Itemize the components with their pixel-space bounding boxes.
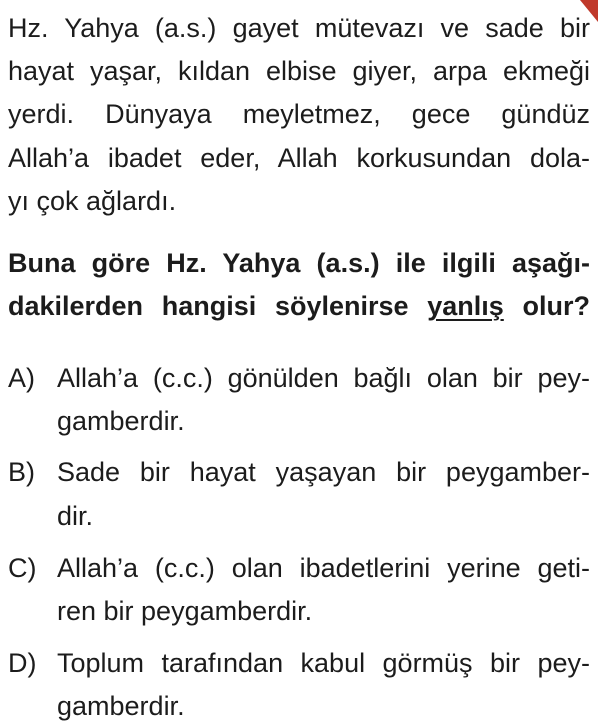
option-letter: A) [8, 363, 35, 393]
option-text: dir. [57, 501, 94, 531]
option-text: Sade bir hayat yaşayan bir peygamber- [57, 457, 590, 487]
option-letter: B) [8, 457, 35, 487]
passage-line: yı çok ağlardı. [8, 186, 177, 216]
question-text: olur? [503, 291, 590, 321]
passage-line: Hz. Yahya (a.s.) gayet mütevazı ve sade bir [8, 13, 590, 43]
option-text: ren bir peygamberdir. [57, 596, 313, 626]
option-letter: C) [8, 553, 37, 583]
question-text: dakilerden hangisi söylenirse [8, 291, 428, 321]
passage-line: hayat yaşar, kıldan elbise giyer, arpa ekmeği [8, 56, 590, 86]
option-text: gamberdir. [57, 406, 185, 436]
option-letter: D) [8, 648, 37, 678]
question-line: Buna göre Hz. Yahya (a.s.) ile ilgili aşağı- [8, 248, 590, 278]
option-text: Allah’a (c.c.) gönülden bağlı olan bir pey- [57, 363, 590, 393]
passage-line: Allah’a ibadet eder, Allah korkusundan dola- [8, 143, 590, 173]
underlined-keyword: yanlış [427, 291, 504, 321]
option-text: Allah’a (c.c.) olan ibadetlerini yerine geti- [57, 553, 590, 583]
option-text: Toplum tarafından kabul görmüş bir pey- [57, 648, 590, 678]
question-line [8, 290, 590, 322]
passage-line: yerdi. Dünyaya meyletmez, gece gündüz [8, 99, 590, 129]
option-text: gamberdir. [57, 691, 185, 721]
